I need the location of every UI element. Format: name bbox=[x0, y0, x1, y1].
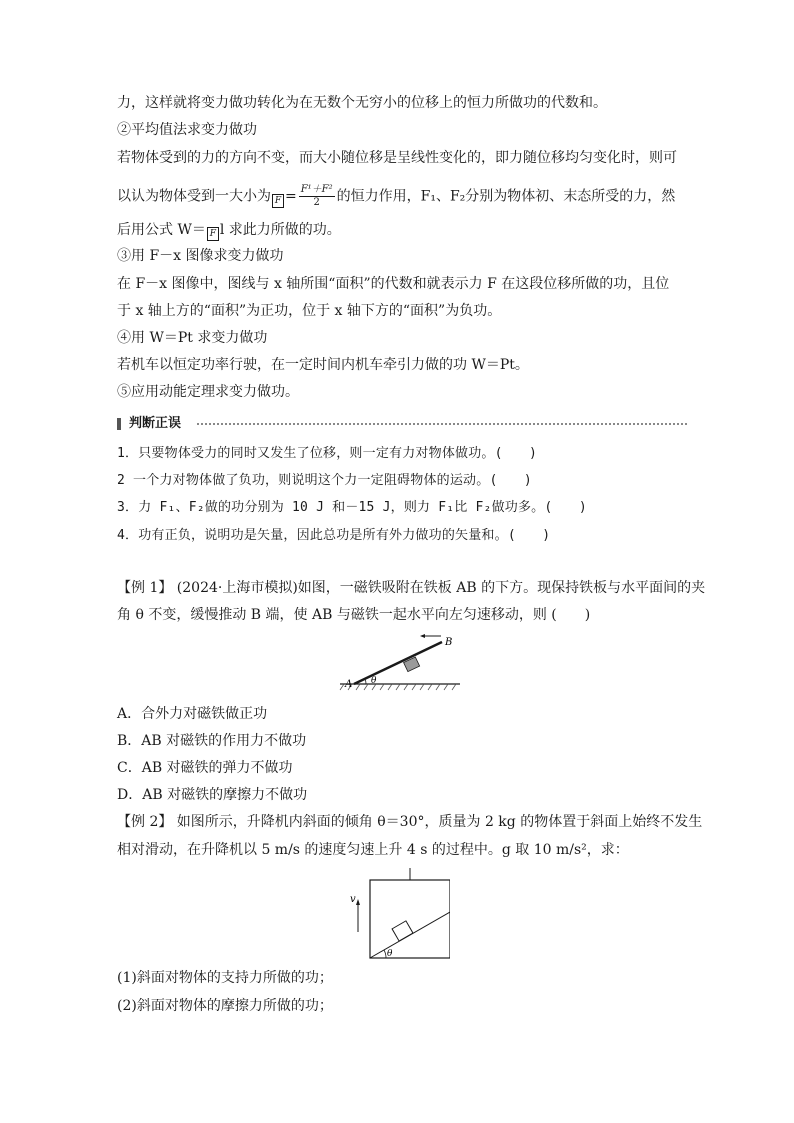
section-header-judgment bbox=[117, 414, 687, 434]
text-fragment: 后用公式 W＝ bbox=[117, 222, 206, 238]
text-fragment: 以认为物体受到一大小为 bbox=[117, 188, 271, 205]
elevator-incline-figure bbox=[340, 866, 450, 962]
ground-hatching bbox=[340, 684, 456, 690]
dotted-divider bbox=[197, 423, 687, 425]
formula-box: F bbox=[272, 194, 284, 208]
angle-arc bbox=[365, 679, 366, 684]
formula-line bbox=[117, 220, 687, 241]
subheading-graph-method: ③用 F－x 图像求变力做功 bbox=[117, 248, 284, 264]
object-block bbox=[392, 921, 413, 941]
text-line: 若机车以恒定功率行驶，在一定时间内机车牵引力做的功 W＝Pt。 bbox=[117, 357, 529, 373]
iron-plate-AB bbox=[354, 642, 442, 684]
judgment-item: 3．力 F₁、F₂做的功分别为 10 J 和－15 J，则力 F₁比 F₂做功多。( ) bbox=[117, 500, 587, 515]
fraction bbox=[299, 184, 335, 209]
angle-arc bbox=[384, 950, 386, 958]
option-D: D．AB 对磁铁的摩擦力不做功 bbox=[117, 787, 308, 803]
judgment-item: 2 一个力对物体做了负功，则说明这个力一定阻碍物体的运动。( ) bbox=[117, 473, 532, 488]
subheading-power-method: ④用 W＝Pt 求变力做功 bbox=[117, 330, 268, 346]
text-line: 在 F－x 图像中，图线与 x 轴所围“面积”的代数和就表示力 F 在这段位移所做的功，且位 bbox=[117, 276, 670, 292]
example2-stem-line1: 【例 2】 如图所示，升降机内斜面的倾角 θ＝30°，质量为 2 kg 的物体置于斜面上始终不发生 bbox=[117, 814, 703, 830]
label-v: v bbox=[350, 894, 356, 905]
judgment-item: 1．只要物体受力的同时又发生了位移，则一定有力对物体做功。( ) bbox=[117, 446, 538, 461]
option-B: B．AB 对磁铁的作用力不做功 bbox=[117, 733, 307, 749]
judgment-item: 4．功有正负，说明功是矢量，因此总功是所有外力做功的矢量和。( ) bbox=[117, 528, 551, 543]
example1-stem-line2: 角 θ 不变，缓慢推动 B 端，使 AB 与磁铁一起水平向左匀速移动，则 ( ) bbox=[117, 607, 591, 623]
question-1: (1)斜面对物体的支持力所做的功； bbox=[117, 970, 333, 986]
text-fragment: l 求此力所做的功。 bbox=[219, 222, 341, 238]
incline-magnet-figure bbox=[330, 628, 470, 694]
section-marker bbox=[117, 418, 121, 430]
label-B: B bbox=[445, 637, 453, 648]
subheading-kinetic-theorem: ⑤应用动能定理求变力做功。 bbox=[117, 384, 299, 400]
label-A: A bbox=[345, 679, 353, 690]
section-title: 判断正误 bbox=[129, 416, 182, 431]
fraction-numerator: F¹＋F² bbox=[300, 184, 333, 195]
text-fragment: 的恒力作用，F₁、F₂分别为物体初、末态所受的力，然 bbox=[336, 188, 676, 205]
fraction-denominator: 2 bbox=[313, 197, 320, 208]
text-line: 若物体受到的力的方向不变，而大小随位移是呈线性变化的，即力随位移均匀变化时，则可 bbox=[117, 150, 677, 166]
example1-stem-line1: 【例 1】 (2024·上海市模拟)如图，一磁铁吸附在铁板 AB 的下方。现保持铁板与水平面间的夹 bbox=[117, 580, 706, 596]
label-theta: θ bbox=[387, 949, 393, 959]
equals-sign: = bbox=[285, 188, 297, 205]
question-2: (2)斜面对物体的摩擦力所做的功； bbox=[117, 998, 333, 1014]
velocity-arrowhead bbox=[356, 899, 360, 905]
text-line: 于 x 轴上方的“面积”为正功，位于 x 轴下方的“面积”为负功。 bbox=[117, 303, 502, 319]
formula-line bbox=[117, 184, 687, 209]
formula-box: F bbox=[207, 227, 219, 241]
option-A: A．合外力对磁铁做正功 bbox=[117, 706, 268, 722]
option-C: C．AB 对磁铁的弹力不做功 bbox=[117, 760, 293, 776]
text-line: 力，这样就将变力做功转化为在无数个无穷小的位移上的恒力所做功的代数和。 bbox=[117, 95, 607, 111]
example2-stem-line2: 相对滑动，在升降机以 5 m/s 的速度匀速上升 4 s 的过程中。g 取 10 m/s²，求： bbox=[117, 842, 629, 858]
push-arrowhead bbox=[420, 634, 425, 638]
subheading-average-method: ②平均值法求变力做功 bbox=[117, 122, 257, 138]
label-theta: θ bbox=[371, 676, 377, 686]
